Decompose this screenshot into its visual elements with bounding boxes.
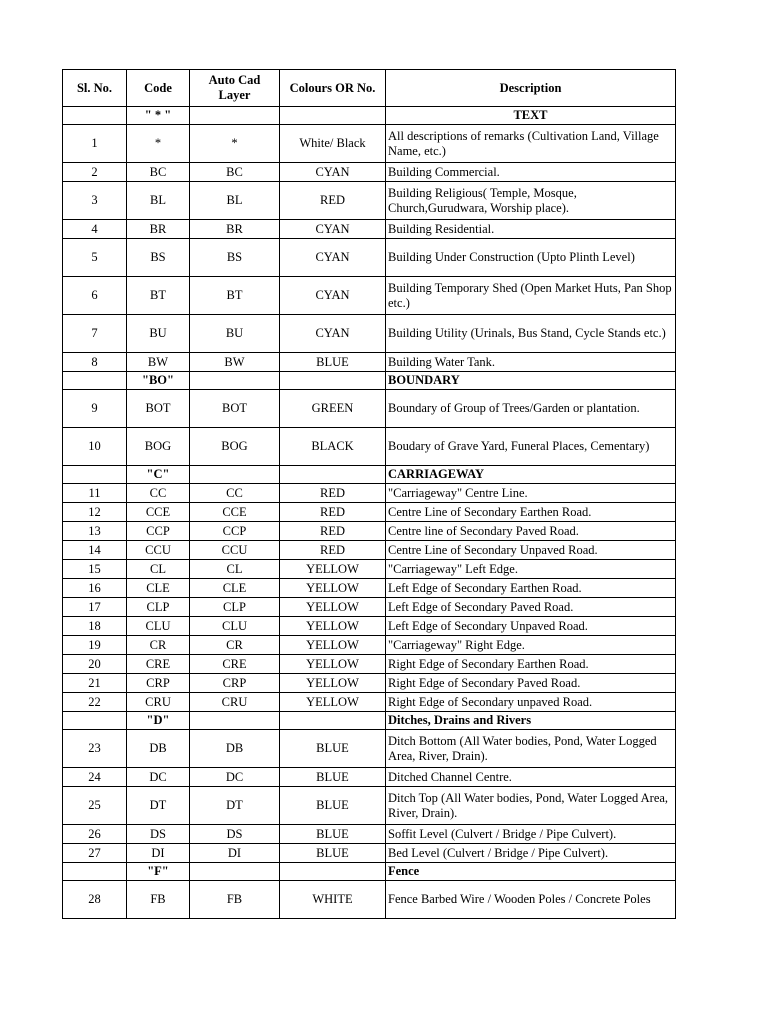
cell-code: CC <box>127 484 190 503</box>
cell-description: Left Edge of Secondary Paved Road. <box>386 598 676 617</box>
cell-sl-no: 25 <box>63 787 127 825</box>
cell-colour <box>280 466 386 484</box>
cell-sl-no: 27 <box>63 844 127 863</box>
cell-sl-no: 1 <box>63 125 127 163</box>
cell-layer: CCP <box>190 522 280 541</box>
cell-layer: BC <box>190 163 280 182</box>
section-row <box>63 712 676 730</box>
table-row <box>63 825 676 844</box>
cell-layer: BT <box>190 277 280 315</box>
cell-colour: BLUE <box>280 825 386 844</box>
cell-layer: CR <box>190 636 280 655</box>
cell-code: CLE <box>127 579 190 598</box>
cell-colour: BLUE <box>280 768 386 787</box>
cell-code: CRP <box>127 674 190 693</box>
cell-colour: CYAN <box>280 163 386 182</box>
cell-description: Building Religious( Temple, Mosque, Church,Gurudwara, Worship place). <box>386 182 676 220</box>
cell-section-code: "C" <box>127 466 190 484</box>
table-row <box>63 674 676 693</box>
cell-layer: DI <box>190 844 280 863</box>
cell-colour: BLACK <box>280 428 386 466</box>
cell-code: BOT <box>127 390 190 428</box>
table-row <box>63 163 676 182</box>
table-row <box>63 617 676 636</box>
table-row <box>63 220 676 239</box>
cell-layer: DS <box>190 825 280 844</box>
table-body <box>63 107 676 919</box>
cell-colour: YELLOW <box>280 674 386 693</box>
header-row <box>63 70 676 107</box>
table-row <box>63 881 676 919</box>
cell-colour: RED <box>280 503 386 522</box>
cell-layer: CLE <box>190 579 280 598</box>
cell-layer: DB <box>190 730 280 768</box>
header-sl-no: Sl. No. <box>63 70 127 107</box>
cell-sl-no: 28 <box>63 881 127 919</box>
cell-colour: BLUE <box>280 730 386 768</box>
cell-sl-no: 12 <box>63 503 127 522</box>
cell-description: Bed Level (Culvert / Bridge / Pipe Culvert). <box>386 844 676 863</box>
cell-code: CRE <box>127 655 190 674</box>
cell-section-title: BOUNDARY <box>386 372 676 390</box>
cell-colour: GREEN <box>280 390 386 428</box>
cell-description: Centre Line of Secondary Earthen Road. <box>386 503 676 522</box>
cell-code: CLU <box>127 617 190 636</box>
cell-description: Ditched Channel Centre. <box>386 768 676 787</box>
cell-colour: YELLOW <box>280 636 386 655</box>
cell-sl-no: 3 <box>63 182 127 220</box>
cell-layer: BW <box>190 353 280 372</box>
cell-description: "Carriageway" Centre Line. <box>386 484 676 503</box>
cell-layer: FB <box>190 881 280 919</box>
table-row <box>63 503 676 522</box>
cell-colour <box>280 712 386 730</box>
cell-colour: YELLOW <box>280 617 386 636</box>
cell-layer: BOT <box>190 390 280 428</box>
cell-sl-no: 17 <box>63 598 127 617</box>
cell-layer <box>190 107 280 125</box>
cell-colour: CYAN <box>280 220 386 239</box>
cell-colour <box>280 863 386 881</box>
cell-section-code: " * " <box>127 107 190 125</box>
cell-section-title: Fence <box>386 863 676 881</box>
cell-colour: YELLOW <box>280 655 386 674</box>
header-layer: Auto Cad Layer <box>190 70 280 107</box>
cell-colour: RED <box>280 484 386 503</box>
cell-code: BU <box>127 315 190 353</box>
cell-layer <box>190 372 280 390</box>
cell-layer: DT <box>190 787 280 825</box>
cell-layer: CRE <box>190 655 280 674</box>
cell-code: CCP <box>127 522 190 541</box>
cell-code: DB <box>127 730 190 768</box>
cell-sl-no: 15 <box>63 560 127 579</box>
table-row <box>63 428 676 466</box>
cell-sl-no <box>63 466 127 484</box>
cell-description: Building Water Tank. <box>386 353 676 372</box>
cell-description: "Carriageway" Left Edge. <box>386 560 676 579</box>
cell-layer: CRU <box>190 693 280 712</box>
cell-code: BT <box>127 277 190 315</box>
cell-code: BW <box>127 353 190 372</box>
cell-colour: RED <box>280 522 386 541</box>
cell-sl-no: 6 <box>63 277 127 315</box>
cell-code: CL <box>127 560 190 579</box>
cell-sl-no: 13 <box>63 522 127 541</box>
cell-sl-no: 18 <box>63 617 127 636</box>
table-row <box>63 315 676 353</box>
cell-layer: CCE <box>190 503 280 522</box>
cell-description: Right Edge of Secondary unpaved Road. <box>386 693 676 712</box>
cell-colour: White/ Black <box>280 125 386 163</box>
cell-section-code: "F" <box>127 863 190 881</box>
table-row <box>63 598 676 617</box>
cell-description: Boudary of Grave Yard, Funeral Places, Cementary) <box>386 428 676 466</box>
table-row <box>63 693 676 712</box>
cell-colour: WHITE <box>280 881 386 919</box>
header-code: Code <box>127 70 190 107</box>
cell-description: Boundary of Group of Trees/Garden or plantation. <box>386 390 676 428</box>
table-row <box>63 655 676 674</box>
cell-sl-no: 7 <box>63 315 127 353</box>
cell-sl-no: 20 <box>63 655 127 674</box>
table-row <box>63 390 676 428</box>
cell-colour: BLUE <box>280 787 386 825</box>
cell-description: Building Utility (Urinals, Bus Stand, Cycle Stands etc.) <box>386 315 676 353</box>
cell-section-title: Ditches, Drains and Rivers <box>386 712 676 730</box>
cell-description: Building Commercial. <box>386 163 676 182</box>
cell-sl-no: 22 <box>63 693 127 712</box>
cell-sl-no <box>63 107 127 125</box>
cell-sl-no: 21 <box>63 674 127 693</box>
table-row <box>63 560 676 579</box>
cell-sl-no: 26 <box>63 825 127 844</box>
table-row <box>63 636 676 655</box>
cell-description: Building Under Construction (Upto Plinth Level) <box>386 239 676 277</box>
cell-layer: BOG <box>190 428 280 466</box>
cell-sl-no: 11 <box>63 484 127 503</box>
cell-layer: CCU <box>190 541 280 560</box>
cell-code: CRU <box>127 693 190 712</box>
table-row <box>63 182 676 220</box>
table-row <box>63 125 676 163</box>
cell-section-code: "BO" <box>127 372 190 390</box>
cell-description: "Carriageway" Right Edge. <box>386 636 676 655</box>
cell-description: Right Edge of Secondary Earthen Road. <box>386 655 676 674</box>
cell-section-code: "D" <box>127 712 190 730</box>
cell-section-title: TEXT <box>386 107 676 125</box>
section-row <box>63 107 676 125</box>
table-row <box>63 353 676 372</box>
cell-layer <box>190 466 280 484</box>
table-row <box>63 277 676 315</box>
table-row <box>63 768 676 787</box>
layer-code-table <box>62 69 676 919</box>
section-row <box>63 863 676 881</box>
cell-sl-no: 24 <box>63 768 127 787</box>
cell-sl-no: 19 <box>63 636 127 655</box>
cell-sl-no: 10 <box>63 428 127 466</box>
cell-description: Centre line of Secondary Paved Road. <box>386 522 676 541</box>
cell-sl-no: 5 <box>63 239 127 277</box>
cell-layer: * <box>190 125 280 163</box>
cell-colour <box>280 372 386 390</box>
cell-description: Ditch Top (All Water bodies, Pond, Water Logged Area, River, Drain). <box>386 787 676 825</box>
cell-sl-no <box>63 863 127 881</box>
cell-description: Ditch Bottom (All Water bodies, Pond, Water Logged Area, River, Drain). <box>386 730 676 768</box>
table-row <box>63 541 676 560</box>
cell-sl-no: 16 <box>63 579 127 598</box>
cell-layer: BL <box>190 182 280 220</box>
cell-code: CR <box>127 636 190 655</box>
cell-code: DS <box>127 825 190 844</box>
cell-colour <box>280 107 386 125</box>
cell-colour: CYAN <box>280 315 386 353</box>
cell-description: Right Edge of Secondary Paved Road. <box>386 674 676 693</box>
cell-layer: CLU <box>190 617 280 636</box>
cell-sl-no: 2 <box>63 163 127 182</box>
table-row <box>63 239 676 277</box>
cell-code: BL <box>127 182 190 220</box>
cell-code: BOG <box>127 428 190 466</box>
cell-description: Left Edge of Secondary Unpaved Road. <box>386 617 676 636</box>
cell-description: Soffit Level (Culvert / Bridge / Pipe Culvert). <box>386 825 676 844</box>
table-row <box>63 579 676 598</box>
table-row <box>63 730 676 768</box>
cell-sl-no <box>63 712 127 730</box>
cell-layer <box>190 863 280 881</box>
cell-code: DI <box>127 844 190 863</box>
cell-layer: CLP <box>190 598 280 617</box>
table-row <box>63 844 676 863</box>
cell-sl-no: 4 <box>63 220 127 239</box>
cell-colour: YELLOW <box>280 579 386 598</box>
header-colour: Colours OR No. <box>280 70 386 107</box>
cell-description: Building Temporary Shed (Open Market Huts, Pan Shop etc.) <box>386 277 676 315</box>
cell-layer: BS <box>190 239 280 277</box>
table-row <box>63 787 676 825</box>
cell-sl-no <box>63 372 127 390</box>
cell-layer: CRP <box>190 674 280 693</box>
cell-code: * <box>127 125 190 163</box>
cell-code: BS <box>127 239 190 277</box>
cell-code: FB <box>127 881 190 919</box>
table-row <box>63 484 676 503</box>
cell-code: CCE <box>127 503 190 522</box>
table-row <box>63 522 676 541</box>
cell-layer: DC <box>190 768 280 787</box>
cell-layer: CC <box>190 484 280 503</box>
section-row <box>63 372 676 390</box>
cell-code: DC <box>127 768 190 787</box>
cell-colour: YELLOW <box>280 598 386 617</box>
cell-colour: YELLOW <box>280 693 386 712</box>
section-row <box>63 466 676 484</box>
cell-description: Left Edge of Secondary Earthen Road. <box>386 579 676 598</box>
cell-code: DT <box>127 787 190 825</box>
cell-colour: RED <box>280 182 386 220</box>
cell-layer: CL <box>190 560 280 579</box>
cell-sl-no: 9 <box>63 390 127 428</box>
cell-colour: BLUE <box>280 844 386 863</box>
cell-sl-no: 8 <box>63 353 127 372</box>
cell-code: BR <box>127 220 190 239</box>
cell-colour: RED <box>280 541 386 560</box>
cell-colour: YELLOW <box>280 560 386 579</box>
cell-layer <box>190 712 280 730</box>
cell-sl-no: 14 <box>63 541 127 560</box>
cell-code: BC <box>127 163 190 182</box>
cell-code: CLP <box>127 598 190 617</box>
cell-description: Building Residential. <box>386 220 676 239</box>
cell-sl-no: 23 <box>63 730 127 768</box>
cell-colour: BLUE <box>280 353 386 372</box>
cell-colour: CYAN <box>280 239 386 277</box>
cell-description: Centre Line of Secondary Unpaved Road. <box>386 541 676 560</box>
header-description: Description <box>386 70 676 107</box>
cell-section-title: CARRIAGEWAY <box>386 466 676 484</box>
cell-layer: BR <box>190 220 280 239</box>
cell-code: CCU <box>127 541 190 560</box>
cell-colour: CYAN <box>280 277 386 315</box>
cell-description: Fence Barbed Wire / Wooden Poles / Concrete Poles <box>386 881 676 919</box>
cell-layer: BU <box>190 315 280 353</box>
cell-description: All descriptions of remarks (Cultivation Land, Village Name, etc.) <box>386 125 676 163</box>
